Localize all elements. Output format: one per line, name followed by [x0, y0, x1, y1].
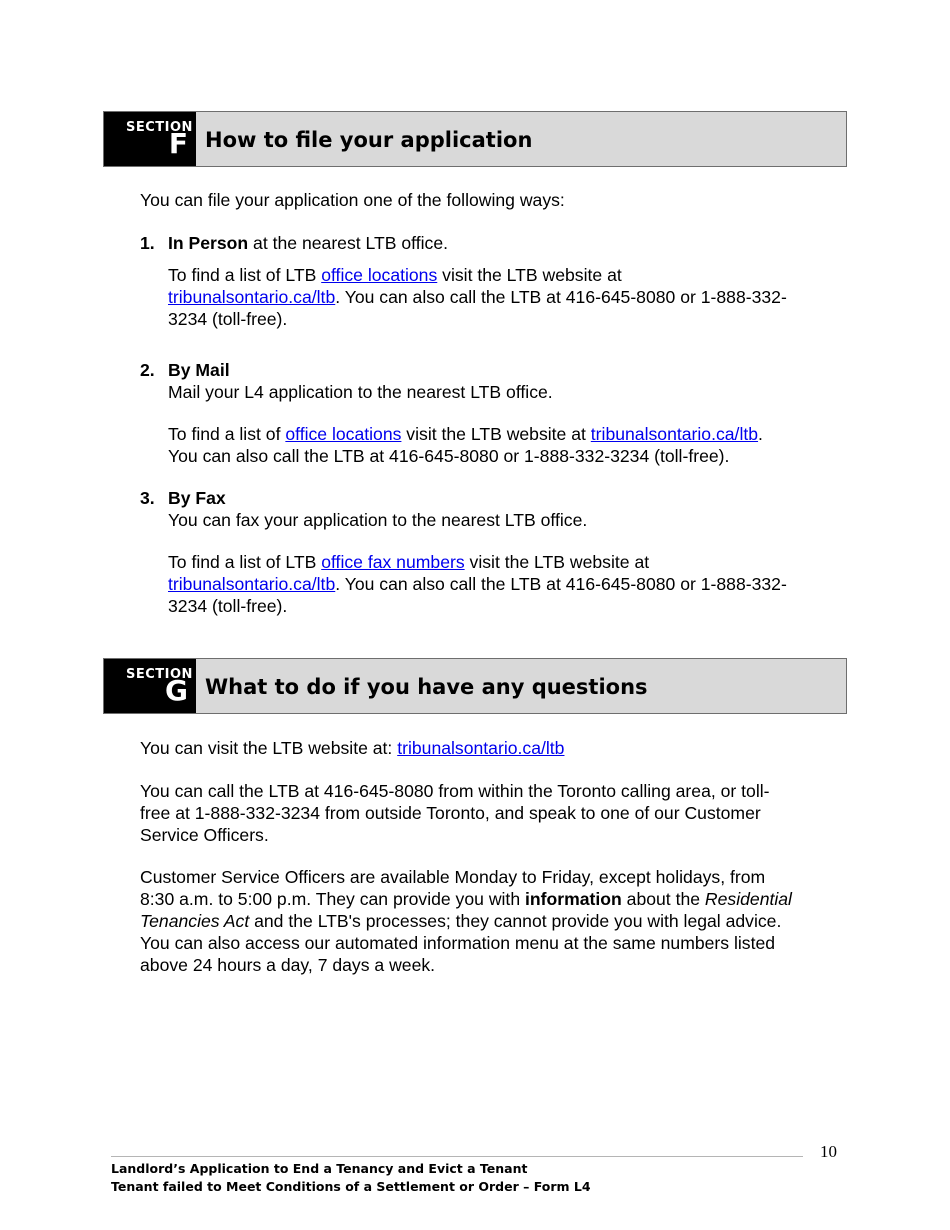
- item-3-find-line: [168, 551, 649, 573]
- office-fax-numbers-link[interactable]: office fax numbers: [321, 552, 465, 572]
- section-f-header: [103, 111, 847, 167]
- item-2-call-line: You can also call the LTB at 416-645-8080 or 1-888-332-3234 (toll-free).: [168, 446, 730, 466]
- item-1-find-mid: visit the LTB website at: [437, 265, 622, 285]
- item-3-find-pre: To find a list of LTB: [168, 552, 322, 572]
- section-label: SECTION: [126, 667, 193, 682]
- ltb-website-link[interactable]: tribunalsontario.ca/ltb: [590, 424, 759, 444]
- item-2-find-pre: To find a list of: [168, 424, 286, 444]
- item-3-desc: You can fax your application to the nearest LTB office.: [168, 510, 588, 530]
- item-1-heading: In Person: [168, 233, 249, 253]
- item-3-number: 3.: [140, 488, 155, 508]
- item-1-find-pre: To find a list of LTB: [168, 265, 322, 285]
- section-g-badge: [104, 659, 196, 713]
- item-1-website-line: [168, 286, 787, 308]
- footer-divider: [111, 1156, 803, 1157]
- section-g-header: [103, 658, 847, 714]
- item-3-website-line: [168, 573, 787, 595]
- call-para-line-3: Service Officers.: [140, 825, 269, 845]
- section-label: SECTION: [126, 120, 193, 135]
- cso-residential-italic: Residential: [704, 889, 792, 909]
- item-3-heading-text: By Fax: [168, 488, 226, 508]
- cso-para-line-3: [140, 910, 781, 932]
- call-para-line-1: You can call the LTB at 416-645-8080 from within the Toronto calling area, or toll-: [140, 781, 770, 801]
- section-letter: F: [168, 127, 188, 160]
- call-para-line-2: free at 1-888-332-3234 from outside Toronto, and speak to one of our Customer: [140, 803, 761, 823]
- section-f-intro: You can file your application one of the following ways:: [140, 190, 565, 210]
- item-2-find-line: [168, 423, 763, 445]
- office-locations-link[interactable]: office locations: [321, 265, 438, 285]
- visit-website-line: [140, 737, 564, 759]
- cso-para-line-4: You can also access our automated information menu at the same numbers listed: [140, 933, 776, 953]
- section-letter: G: [165, 674, 188, 707]
- item-1-number: 1.: [140, 233, 155, 253]
- cso-tenancies-act-italic: Tenancies Act: [140, 911, 250, 931]
- footer-line-2: Tenant failed to Meet Conditions of a Settlement or Order – Form L4: [111, 1179, 591, 1194]
- cso-l2-pre: 8:30 a.m. to 5:00 p.m. They can provide you with: [140, 889, 525, 909]
- ltb-website-link[interactable]: tribunalsontario.ca/ltb: [168, 287, 336, 307]
- office-locations-link[interactable]: office locations: [285, 424, 402, 444]
- section-f-title: How to file your application: [196, 112, 846, 166]
- item-1-call-text: . You can also call the LTB at 416-645-8080 or 1-888-332-: [335, 287, 787, 307]
- item-1-tollfree-line: 3234 (toll-free).: [168, 309, 288, 329]
- footer-line-1: Landlord’s Application to End a Tenancy and Evict a Tenant: [111, 1161, 528, 1176]
- cso-l2-mid: about the: [621, 889, 705, 909]
- item-3-tollfree-line: 3234 (toll-free).: [168, 596, 288, 616]
- cso-para-line-1: Customer Service Officers are available Monday to Friday, except holidays, from: [140, 867, 766, 887]
- section-f-badge: [104, 112, 196, 166]
- item-3-find-mid: visit the LTB website at: [464, 552, 650, 572]
- item-2-heading: [168, 359, 230, 381]
- item-2-desc: Mail your L4 application to the nearest LTB office.: [168, 382, 553, 402]
- page-number: 10: [820, 1142, 837, 1161]
- item-1-heading-line: [168, 232, 448, 254]
- item-1-find-line: [168, 264, 622, 286]
- visit-pre: You can visit the LTB website at:: [140, 738, 398, 758]
- cso-l3-rest: and the LTB's processes; they cannot provide you with legal advice.: [249, 911, 782, 931]
- item-3-heading: [168, 487, 226, 509]
- item-1-heading-rest: at the nearest LTB office.: [248, 233, 449, 253]
- item-2-heading-text: By Mail: [168, 360, 230, 380]
- section-g-title: What to do if you have any questions: [196, 659, 846, 713]
- cso-information-bold: information: [525, 889, 622, 909]
- cso-para-line-2: [140, 888, 792, 910]
- ltb-website-link[interactable]: tribunalsontario.ca/ltb: [397, 738, 565, 758]
- cso-para-line-5: above 24 hours a day, 7 days a week.: [140, 955, 436, 975]
- item-2-period: .: [758, 424, 763, 444]
- item-2-find-mid: visit the LTB website at: [401, 424, 591, 444]
- ltb-website-link[interactable]: tribunalsontario.ca/ltb: [168, 574, 336, 594]
- item-3-call-text: . You can also call the LTB at 416-645-8080 or 1-888-332-: [335, 574, 787, 594]
- item-2-number: 2.: [140, 360, 155, 380]
